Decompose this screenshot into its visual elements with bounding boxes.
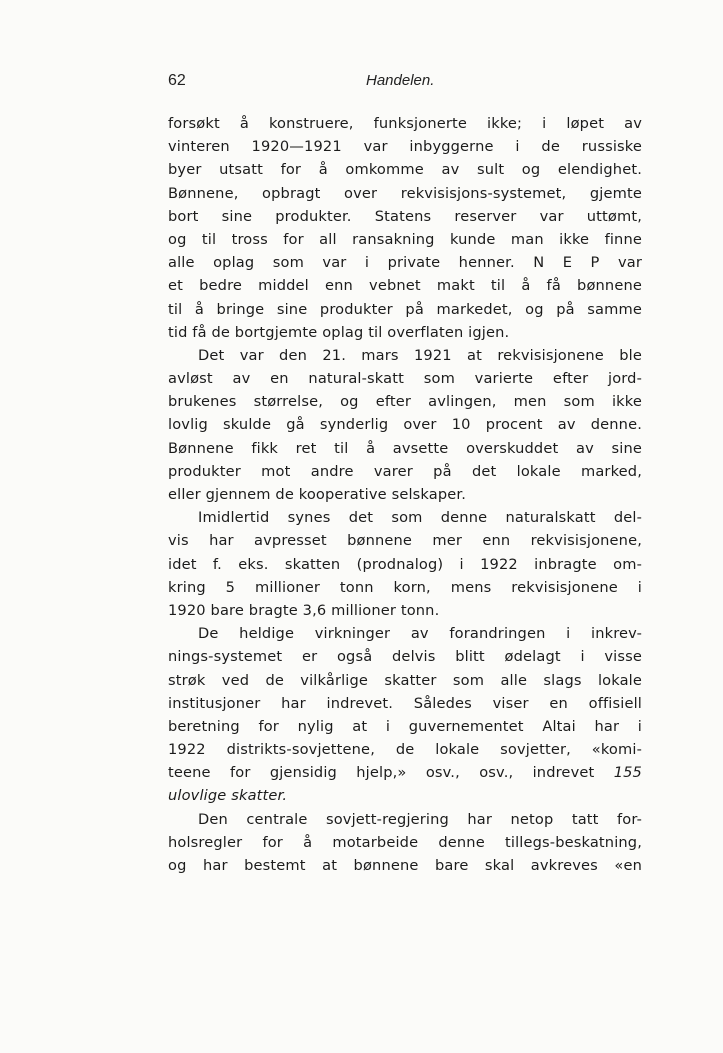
text-line: holsregler for å motarbeide denne tillegs-beskatning, [168,833,642,851]
text-line: produkter mot andre varer på det lokale marked, [168,462,642,480]
italic-number: 155 [613,764,642,782]
body-text [168,112,642,877]
paragraph-start-line: Imidlertid synes det som denne naturalskatt del- [198,509,642,527]
text-line: brukenes størrelse, og efter avlingen, men som ikke [168,393,642,411]
text-line: nings-systemet er også delvis blitt ødelagt i visse [168,648,642,666]
text-line: til å bringe sine produkter på markedet, og på samme [168,300,642,318]
text-line: lovlig skulde gå synderlig over 10 procent av denne. [168,416,642,434]
text-line-with-italic-number [168,761,642,784]
text-line: eller gjennem de kooperative selskaper. [168,486,466,503]
text-line: Bønnene, opbragt over rekvisisjons-systemet, gjemte [168,184,642,202]
text-line: strøk ved de vilkårlige skatter som alle slags lokale [168,671,642,689]
text-line: idet f. eks. skatten (prodnalog) i 1922 inbragte om- [168,555,642,573]
text-line: beretning for nylig at i guvernementet Altai har i [168,717,642,735]
text-line: byer utsatt for å omkomme av sult og elendighet. [168,161,642,179]
text-line: kring 5 millioner tonn korn, mens rekvisisjonene i [168,578,642,596]
text-line: forsøkt å konstruere, funksjonerte ikke; i løpet av [168,115,642,132]
text-line: Bønnene fikk ret til å avsette overskuddet av sine [168,439,642,457]
text-line: avløst av en natural-skatt som varierte efter jord- [168,370,642,388]
text-line: vis har avpresset bønnene mer enn rekvisisjonene, [168,532,642,550]
text-segment: teene for gjensidig hjelp,» osv., osv., indrevet [168,764,595,782]
running-title: Handelen. [366,72,435,89]
paragraph-start-line: De heldige virkninger av forandringen i inkrev- [198,625,642,643]
text-line: tid få de bortgjemte oplag til overflaten igjen. [168,323,510,341]
text-line: et bedre middel enn vebnet makt til å få bønnene [168,277,642,295]
text-line: alle oplag som var i private henner. N E P var [168,254,642,272]
page-header [168,72,640,98]
paragraph-start-line: Den centrale sovjett-regjering har netop tatt for- [198,810,642,828]
text-line: 1922 distrikts-sovjettene, de lokale sovjetter, «komi- [168,741,642,759]
text-line: bort sine produkter. Statens reserver var uttømt, [168,207,642,225]
text-line: vinteren 1920—1921 var inbyggerne i de russiske [168,138,642,156]
text-line: og til tross for all ransakning kunde man ikke finne [168,230,642,248]
text-line: 1920 bare bragte 3,6 millioner tonn. [168,601,440,619]
text-line: og har bestemt at bønnene bare skal avkreves «en [168,857,642,874]
italic-text-line: ulovlige skatter. [168,787,288,805]
page-number: 62 [168,72,186,89]
paragraph-start-line: Det var den 21. mars 1921 at rekvisisjonene ble [198,346,642,364]
text-line: institusjoner har indrevet. Således viser en offisiell [168,694,642,712]
